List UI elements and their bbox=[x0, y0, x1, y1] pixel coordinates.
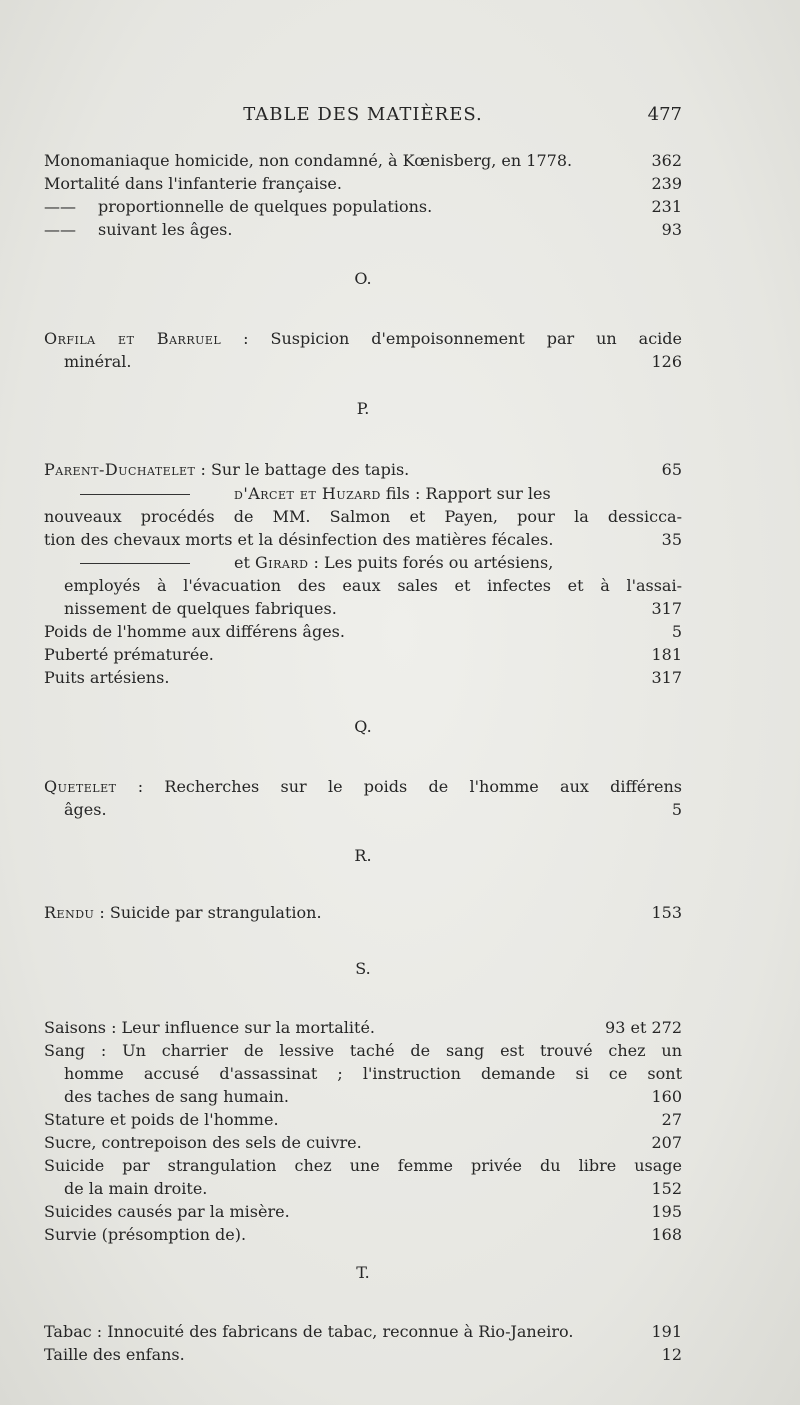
entry-page: 93 bbox=[661, 220, 682, 239]
entry-page: 35 bbox=[661, 530, 682, 549]
index-entry bbox=[44, 1132, 682, 1154]
entry-text: Monomaniaque homicide, non condamné, à Kœnisberg, en 1778. bbox=[44, 151, 573, 170]
entry-page: 195 bbox=[651, 1202, 682, 1221]
index-subentry bbox=[44, 219, 682, 241]
index-entry-cont bbox=[64, 1178, 682, 1200]
entry-text: : Suicide par strangulation. bbox=[94, 903, 322, 922]
page-header bbox=[44, 104, 682, 132]
entry-page: 152 bbox=[651, 1179, 682, 1198]
index-entry bbox=[44, 902, 682, 924]
entry-text: Sang : Un charrier de lessive taché de sang est trouvé chez un bbox=[44, 1041, 682, 1060]
page-number: 477 bbox=[647, 104, 682, 125]
entry-text: Suicides causés par la misère. bbox=[44, 1202, 290, 1221]
entry-page: 65 bbox=[661, 460, 682, 479]
index-entry bbox=[44, 1344, 682, 1366]
entry-page: 239 bbox=[651, 174, 682, 193]
entry-author: Quetelet bbox=[44, 777, 117, 796]
entry-text: Mortalité dans l'infanterie française. bbox=[44, 174, 342, 193]
entry-page: 168 bbox=[651, 1225, 682, 1244]
section-letter-r: R. bbox=[354, 846, 372, 865]
index-entry-cont bbox=[64, 799, 682, 821]
entry-author: Girard bbox=[254, 553, 309, 572]
entry-page: 181 bbox=[651, 645, 682, 664]
ditto-dash: —— bbox=[44, 197, 76, 216]
index-entry bbox=[44, 1224, 682, 1246]
entry-text: Tabac : Innocuité des fabricans de tabac, reconnue à Rio-Janeiro. bbox=[44, 1322, 574, 1341]
section-letter-o: O. bbox=[354, 269, 372, 288]
ditto-rule bbox=[80, 494, 190, 495]
entry-text: proportionnelle de quelques populations. bbox=[98, 197, 433, 216]
entry-page: 317 bbox=[651, 599, 682, 618]
entry-text: : Sur le battage des tapis. bbox=[195, 460, 410, 479]
section-letter-p: P. bbox=[356, 399, 370, 418]
entry-text: âges. bbox=[64, 800, 107, 819]
index-entry-cont bbox=[64, 351, 682, 373]
entry-text: Sucre, contrepoison des sels de cuivre. bbox=[44, 1133, 362, 1152]
index-entry bbox=[44, 173, 682, 195]
entry-text: Puits artésiens. bbox=[44, 668, 170, 687]
entry-text: Puberté prématurée. bbox=[44, 645, 214, 664]
index-entry bbox=[44, 667, 682, 689]
index-entry bbox=[44, 150, 682, 172]
index-entry bbox=[44, 644, 682, 666]
entry-text: suivant les âges. bbox=[98, 220, 233, 239]
entry-text: Stature et poids de l'homme. bbox=[44, 1110, 279, 1129]
entry-page: 160 bbox=[651, 1087, 682, 1106]
index-entry bbox=[44, 328, 682, 350]
entry-text: : Les puits forés ou artésiens, bbox=[308, 553, 554, 572]
index-entry-cont bbox=[64, 1086, 682, 1108]
index-entry-cont bbox=[44, 529, 682, 551]
index-entry bbox=[44, 776, 682, 798]
index-entry bbox=[44, 1017, 682, 1039]
index-subentry bbox=[44, 552, 682, 574]
entry-page: 5 bbox=[671, 800, 682, 819]
entry-text: homme accusé d'assassinat ; l'instruction demande si ce sont bbox=[64, 1064, 682, 1083]
entry-author: Orfila et Barruel bbox=[44, 329, 222, 348]
entry-text: nissement de quelques fabriques. bbox=[64, 599, 337, 618]
index-entry bbox=[44, 1201, 682, 1223]
index-entry-cont bbox=[64, 598, 682, 620]
entry-text: employés à l'évacuation des eaux sales et infectes et à l'assai- bbox=[64, 576, 682, 595]
ditto-dash: —— bbox=[44, 220, 76, 239]
entry-page: 362 bbox=[651, 151, 682, 170]
entry-page: 207 bbox=[651, 1133, 682, 1152]
entry-page: 5 bbox=[671, 622, 682, 641]
entry-page: 126 bbox=[651, 352, 682, 371]
index-entry bbox=[44, 1155, 682, 1177]
entry-page: 12 bbox=[661, 1345, 682, 1364]
index-entry bbox=[44, 1040, 682, 1062]
entry-text: Suicide par strangulation chez une femme privée du libre usage bbox=[44, 1156, 682, 1175]
ditto-rule bbox=[80, 563, 190, 564]
index-subentry bbox=[44, 196, 682, 218]
entry-text: des taches de sang humain. bbox=[64, 1087, 290, 1106]
index-entry-cont bbox=[64, 575, 682, 597]
entry-text: tion des chevaux morts et la désinfection des matières fécales. bbox=[44, 530, 554, 549]
entry-page: 191 bbox=[651, 1322, 682, 1341]
entry-text: : Recherches sur le poids de l'homme aux différens bbox=[116, 777, 682, 796]
section-letter-s: S. bbox=[355, 959, 371, 978]
entry-text: Taille des enfans. bbox=[44, 1345, 185, 1364]
index-entry bbox=[44, 621, 682, 643]
index-subentry bbox=[44, 483, 682, 505]
entry-page: 27 bbox=[661, 1110, 682, 1129]
entry-text: Poids de l'homme aux différens âges. bbox=[44, 622, 345, 641]
entry-page: 317 bbox=[651, 668, 682, 687]
section-letter-t: T. bbox=[356, 1263, 370, 1282]
entry-page: 93 et 272 bbox=[605, 1018, 682, 1037]
entry-text: Survie (présomption de). bbox=[44, 1225, 247, 1244]
entry-text: fils : Rapport sur les bbox=[380, 484, 551, 503]
index-entry bbox=[44, 459, 682, 481]
entry-page: 153 bbox=[651, 903, 682, 922]
page-title: TABLE DES MATIÈRES. bbox=[243, 104, 483, 125]
entry-text: Saisons : Leur influence sur la mortalité. bbox=[44, 1018, 375, 1037]
section-letter-q: Q. bbox=[354, 717, 372, 736]
index-entry bbox=[44, 1109, 682, 1131]
index-entry-cont bbox=[44, 506, 682, 528]
index-entry bbox=[44, 1321, 682, 1343]
entry-author: d'Arcet et Huzard bbox=[234, 484, 381, 503]
entry-text: minéral. bbox=[64, 352, 132, 371]
index-entry-cont bbox=[64, 1063, 682, 1085]
entry-page: 231 bbox=[651, 197, 682, 216]
entry-author: Rendu bbox=[44, 903, 95, 922]
entry-text: et bbox=[234, 553, 255, 572]
entry-text: de la main droite. bbox=[64, 1179, 208, 1198]
entry-text: : Suspicion d'empoisonnement par un acide bbox=[221, 329, 682, 348]
entry-author: Parent-Duchatelet bbox=[44, 460, 196, 479]
entry-text: nouveaux procédés de MM. Salmon et Payen, pour la dessicca- bbox=[44, 507, 682, 526]
